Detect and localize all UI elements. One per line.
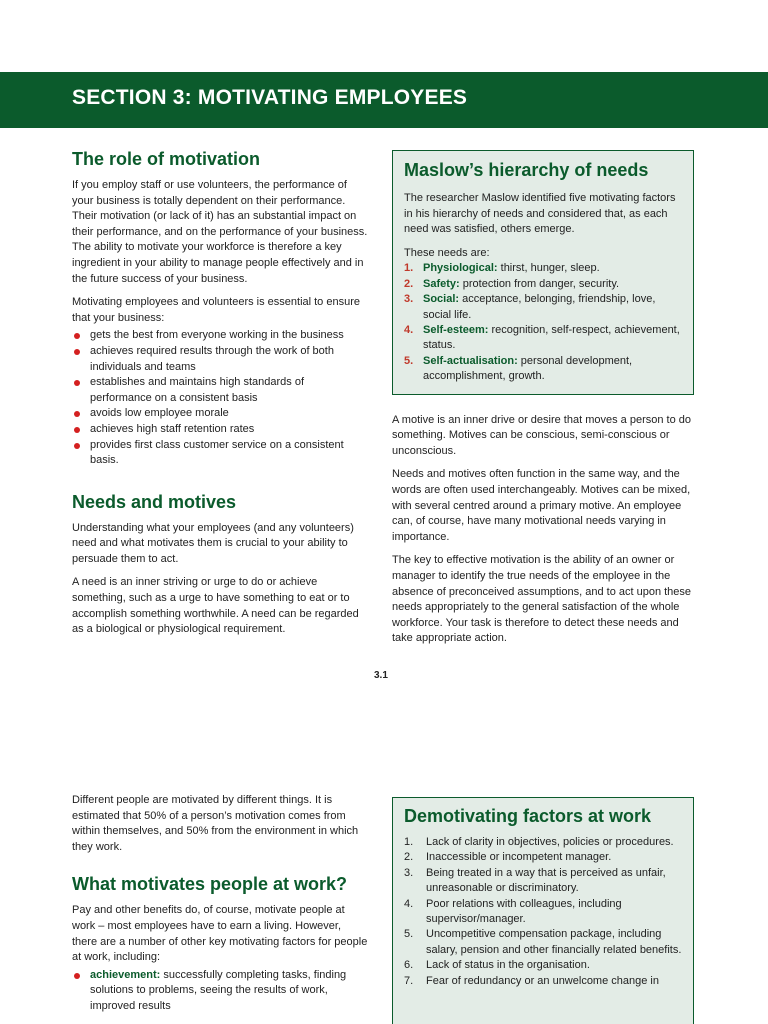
list-item bbox=[404, 866, 682, 897]
right-column-page-2 bbox=[392, 797, 694, 1024]
different-paragraph: Different people are motivated by different things. It is estimated that 50% of a person’s motivation comes from within themselves, and 50% from the environment in which they work. bbox=[72, 794, 359, 853]
list-item: establishes and maintains high standards of performance on a consistent basis bbox=[72, 375, 368, 406]
left-column-page-2 bbox=[72, 793, 368, 1021]
list-item bbox=[404, 835, 682, 850]
maslow-needs-list bbox=[404, 261, 682, 384]
right-column-page-1 bbox=[392, 150, 694, 655]
motive-paragraph-3: The key to effective motivation is the ability of an owner or manager to identify the true needs of the employee in the absence of preconceived assumptions, and to act upon these needs appropriately to the general satisfaction of the whole workforce. Your task is therefore to detect these needs and take appropriate action. bbox=[392, 554, 692, 645]
demotivating-box bbox=[392, 797, 694, 1024]
role-heading: The role of motivation bbox=[72, 149, 261, 169]
maslow-lead: These needs are: bbox=[404, 246, 490, 259]
list-number: 7. bbox=[404, 974, 414, 987]
list-number: 5. bbox=[404, 354, 414, 367]
list-item: gets the best from everyone working in the business bbox=[72, 328, 368, 344]
list-item bbox=[404, 261, 682, 276]
list-number: 2. bbox=[404, 851, 414, 864]
left-column-page-1 bbox=[72, 148, 368, 646]
role-paragraph-2: Motivating employees and volunteers is essential to ensure that your business: bbox=[72, 296, 360, 324]
list-item bbox=[404, 974, 682, 989]
factor-description: successfully completing tasks, finding solutions to problems, seeing the results of work, improved results bbox=[90, 968, 347, 1012]
list-number: 3. bbox=[404, 293, 414, 306]
list-item bbox=[404, 277, 682, 292]
need-term: Safety: bbox=[423, 277, 460, 290]
work-paragraph-1: Pay and other benefits do, of course, motivate people at work – most employees have to earn a living. However, there are a number of other key motivating factors for people at work, including: bbox=[72, 904, 368, 964]
need-description: protection from danger, security. bbox=[459, 277, 620, 290]
list-item: achieves high staff retention rates bbox=[72, 422, 368, 438]
need-description: acceptance, belonging, friendship, love, social life. bbox=[423, 293, 656, 321]
list-number: 4. bbox=[404, 897, 414, 910]
list-item bbox=[404, 850, 682, 865]
list-number: 1. bbox=[404, 836, 414, 848]
list-number: 4. bbox=[404, 324, 414, 336]
factor-text: Fear of redundancy or an unwelcome change in bbox=[426, 974, 659, 987]
demotivating-list bbox=[404, 835, 682, 989]
work-heading: What motivates people at work? bbox=[72, 874, 348, 895]
list-number: 6. bbox=[404, 959, 414, 972]
factor-term: achievement: bbox=[90, 968, 161, 981]
needs-paragraph-1: Understanding what your employees (and any volunteers) need and what motivates them is crucial to your ability to persuade them to act. bbox=[72, 521, 354, 565]
list-item bbox=[404, 927, 682, 958]
list-item bbox=[404, 292, 682, 323]
need-term: Physiological: bbox=[423, 262, 498, 275]
need-description: thirst, hunger, sleep. bbox=[497, 262, 600, 275]
list-item bbox=[404, 354, 682, 385]
list-item bbox=[404, 897, 682, 928]
page-number: 3.1 bbox=[374, 670, 388, 681]
role-paragraph-1: If you employ staff or use volunteers, the performance of your business is totally dependent on their performance. Their motivation (or lack of it) has an substantial impact on their performance, and on the performance of your business. The ability to motivate your workforce is therefore a key ingredient in your ability to manage people effectively and in the future success of your business. bbox=[72, 179, 368, 285]
factor-text: Lack of clarity in objectives, policies or procedures. bbox=[426, 836, 674, 848]
role-bullet-list bbox=[72, 328, 368, 468]
list-item bbox=[404, 958, 682, 973]
factor-text: Lack of status in the organisation. bbox=[426, 959, 590, 972]
factor-text: Uncompetitive compensation package, including salary, pension and other financially related benefits. bbox=[426, 928, 682, 956]
list-item bbox=[72, 968, 368, 1015]
need-term: Self-actualisation: bbox=[423, 354, 518, 367]
motive-paragraph-2: Needs and motives often function in the same way, and the words are often used interchangeably. Motives can be mixed, with several centred around a primary motive. An employee can, of course, have many motivational needs varying in importance. bbox=[392, 468, 691, 543]
list-item: achieves required results through the work of both individuals and teams bbox=[72, 344, 368, 375]
need-term: Self-esteem: bbox=[423, 324, 489, 336]
section-banner bbox=[0, 72, 768, 128]
list-number: 3. bbox=[404, 866, 414, 879]
work-bullet-list bbox=[72, 968, 368, 1015]
list-item bbox=[404, 323, 682, 354]
need-description: personal development, accomplishment, growth. bbox=[423, 354, 633, 383]
factor-text: Poor relations with colleagues, including supervisor/manager. bbox=[426, 897, 622, 926]
need-description: recognition, self-respect, achievement, status. bbox=[423, 324, 680, 352]
maslow-box bbox=[392, 150, 694, 395]
need-term: Social: bbox=[423, 293, 460, 306]
list-item: provides first class customer service on a consistent basis. bbox=[72, 438, 368, 469]
maslow-intro: The researcher Maslow identified five motivating factors in his hierarchy of needs and considered that, as each need was satisfied, others emerge. bbox=[404, 192, 676, 236]
factor-text: Being treated in a way that is perceived as unfair, unreasonable or discriminatory. bbox=[426, 866, 666, 895]
factor-text: Inaccessible or incompetent manager. bbox=[426, 851, 612, 864]
motive-paragraph-1: A motive is an inner drive or desire that moves a person to do something. Motives can be conscious, semi-conscious or unconscious. bbox=[392, 413, 691, 457]
list-item: avoids low employee morale bbox=[72, 406, 368, 422]
section-title: SECTION 3: MOTIVATING EMPLOYEES bbox=[72, 86, 468, 109]
maslow-heading: Maslow’s hierarchy of needs bbox=[404, 160, 649, 180]
list-number: 1. bbox=[404, 262, 414, 275]
demotivating-heading: Demotivating factors at work bbox=[404, 806, 652, 826]
needs-heading: Needs and motives bbox=[72, 491, 237, 512]
list-number: 2. bbox=[404, 277, 414, 290]
list-number: 5. bbox=[404, 928, 414, 941]
needs-paragraph-2: A need is an inner striving or urge to do or achieve something, such as a urge to have something to eat or to accomplish something worthwhile. A need can be regarded as a biological or physiological requirement. bbox=[72, 576, 359, 636]
